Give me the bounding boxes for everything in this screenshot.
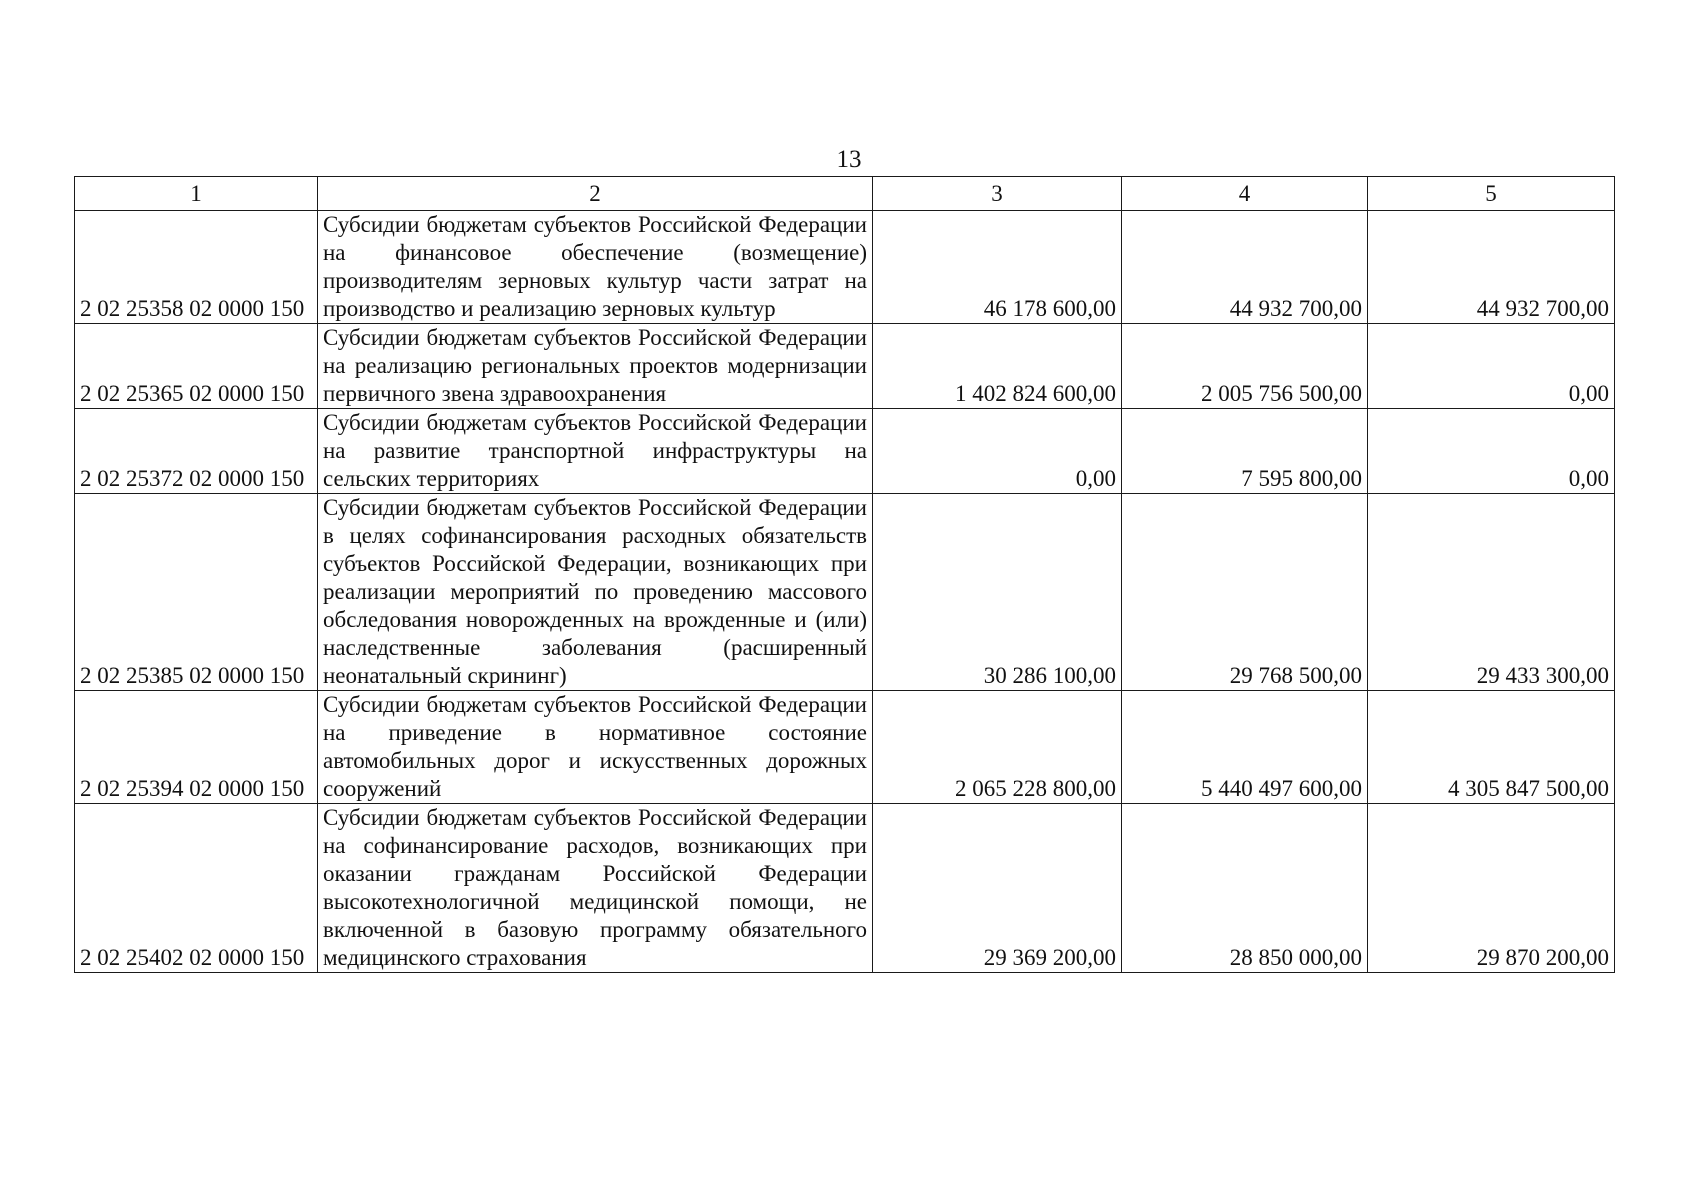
amount-col3-cell: 30 286 100,00	[873, 494, 1122, 691]
budget-table	[74, 176, 1615, 973]
column-header-2: 2	[318, 177, 873, 211]
amount-col3-cell: 46 178 600,00	[873, 211, 1122, 324]
table-row	[75, 409, 1615, 494]
table-row	[75, 211, 1615, 324]
description-cell: Субсидии бюджетам субъектов Российской Федерации на реализацию региональных проектов модернизации первичного звена здравоохранения	[318, 324, 873, 409]
amount-col5-cell: 0,00	[1368, 324, 1615, 409]
amount-col4-cell: 44 932 700,00	[1122, 211, 1368, 324]
amount-col3-cell: 29 369 200,00	[873, 804, 1122, 973]
amount-col3-cell: 2 065 228 800,00	[873, 691, 1122, 804]
column-header-3: 3	[873, 177, 1122, 211]
table-row	[75, 324, 1615, 409]
column-header-1: 1	[75, 177, 318, 211]
amount-col4-cell: 29 768 500,00	[1122, 494, 1368, 691]
column-header-4: 4	[1122, 177, 1368, 211]
table-row	[75, 804, 1615, 973]
amount-col4-cell: 5 440 497 600,00	[1122, 691, 1368, 804]
table-row	[75, 691, 1615, 804]
amount-col4-cell: 28 850 000,00	[1122, 804, 1368, 973]
amount-col4-cell: 7 595 800,00	[1122, 409, 1368, 494]
description-cell: Субсидии бюджетам субъектов Российской Федерации на развитие транспортной инфраструктуры на сельских территориях	[318, 409, 873, 494]
budget-code-cell: 2 02 25402 02 0000 150	[75, 804, 318, 973]
description-cell: Субсидии бюджетам субъектов Российской Федерации на софинансирование расходов, возникающих при оказании гражданам Российской Федерации высокотехнологичной медицинской помощи, не включенной в базовую программу обязательного медицинского страхования	[318, 804, 873, 973]
table-row	[75, 494, 1615, 691]
page-number: 13	[836, 146, 862, 173]
budget-code-cell: 2 02 25394 02 0000 150	[75, 691, 318, 804]
amount-col5-cell: 44 932 700,00	[1368, 211, 1615, 324]
amount-col5-cell: 0,00	[1368, 409, 1615, 494]
description-cell: Субсидии бюджетам субъектов Российской Федерации на финансовое обеспечение (возмещение) производителям зерновых культур части затрат на производство и реализацию зерновых культур	[318, 211, 873, 324]
amount-col4-cell: 2 005 756 500,00	[1122, 324, 1368, 409]
description-cell: Субсидии бюджетам субъектов Российской Федерации на приведение в нормативное состояние автомобильных дорог и искусственных дорожных сооружений	[318, 691, 873, 804]
amount-col5-cell: 29 870 200,00	[1368, 804, 1615, 973]
column-header-5: 5	[1368, 177, 1615, 211]
amount-col5-cell: 29 433 300,00	[1368, 494, 1615, 691]
amount-col5-cell: 4 305 847 500,00	[1368, 691, 1615, 804]
header-row	[75, 177, 1615, 211]
budget-code-cell: 2 02 25372 02 0000 150	[75, 409, 318, 494]
budget-code-cell: 2 02 25385 02 0000 150	[75, 494, 318, 691]
budget-code-cell: 2 02 25365 02 0000 150	[75, 324, 318, 409]
amount-col3-cell: 0,00	[873, 409, 1122, 494]
description-cell: Субсидии бюджетам субъектов Российской Федерации в целях софинансирования расходных обязательств субъектов Российской Федерации, возникающих при реализации мероприятий по проведению массового обследования новорожденных на врожденные и (или) наследственные заболевания (расширенный неонатальный скрининг)	[318, 494, 873, 691]
amount-col3-cell: 1 402 824 600,00	[873, 324, 1122, 409]
budget-code-cell: 2 02 25358 02 0000 150	[75, 211, 318, 324]
